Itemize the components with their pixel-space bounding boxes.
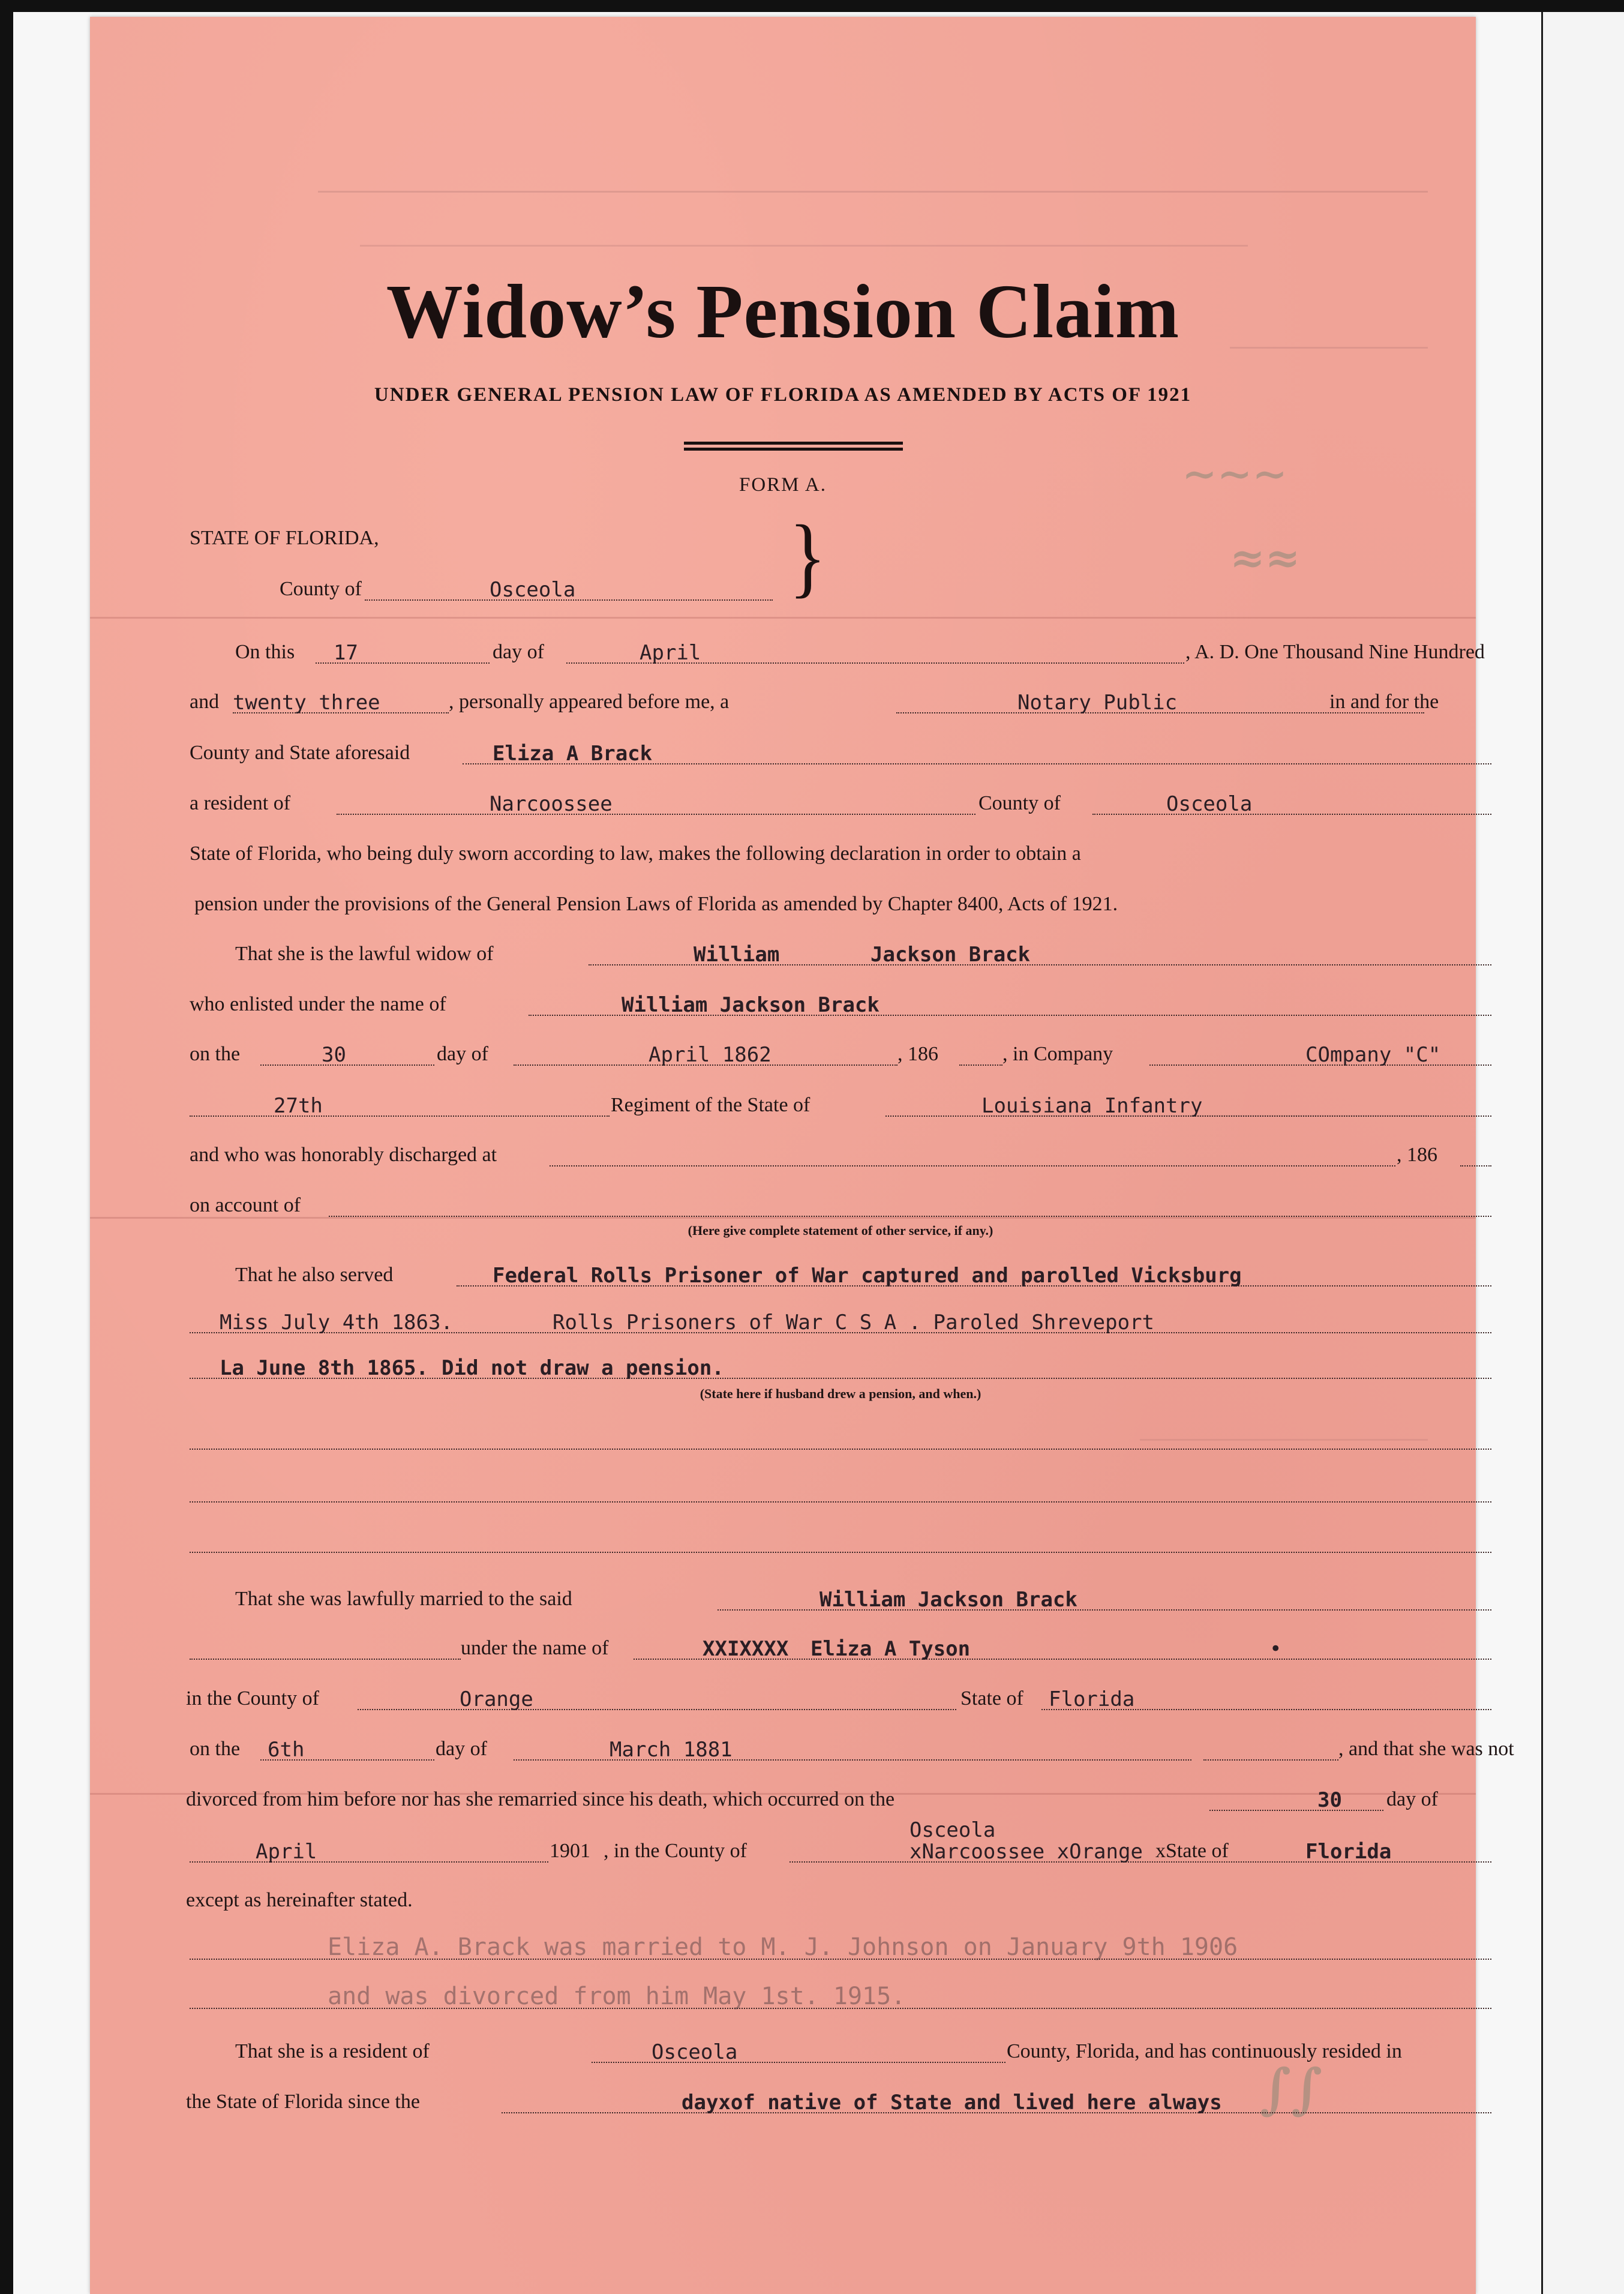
death-state-value: Florida <box>1305 1840 1392 1864</box>
venue-state-line <box>190 521 1491 553</box>
not-divorced-label: , and that she was not <box>1338 1738 1514 1760</box>
also-served-value-2a: Miss July 4th 1863. <box>220 1311 453 1335</box>
divorced-line <box>186 1782 1491 1815</box>
ink-bleed-signature: ∼∼∼ <box>1182 449 1287 499</box>
state-label: STATE OF FLORIDA, <box>190 527 379 549</box>
maiden-prefix-field[interactable] <box>190 1635 461 1660</box>
marriage-on-the-label: on the <box>190 1738 241 1760</box>
remarks-line-2 <box>190 1980 1491 2013</box>
on-account-label: on account of <box>190 1194 301 1216</box>
since-line <box>186 2085 1491 2117</box>
venue-county-line <box>190 572 1491 604</box>
death-county-struck: xNarcoossee xOrange <box>909 1840 1143 1864</box>
officer-value: Notary Public <box>1017 691 1178 715</box>
resident-line <box>190 2034 1491 2067</box>
widow-of-label: That she is the lawful widow of <box>235 943 494 965</box>
bleed-through-mark <box>318 173 1428 193</box>
discharge-year-field[interactable] <box>1460 1141 1491 1167</box>
under-name-label: under the name of <box>461 1637 609 1659</box>
discharge-place-field[interactable] <box>550 1141 1395 1167</box>
enlist-year-field[interactable] <box>959 1040 1002 1066</box>
struck-text: XXIXXXX <box>703 1637 789 1661</box>
year-officer-line <box>190 685 1491 717</box>
marriage-date-value: March 1881 <box>610 1738 733 1762</box>
blank-field-1[interactable] <box>190 1425 1491 1450</box>
married-husband-value: William Jackson Brack <box>819 1588 1077 1612</box>
remarks-line-1 <box>190 1931 1491 1963</box>
blank-line-3 <box>190 1524 1491 1557</box>
death-month-value: April <box>256 1840 317 1864</box>
maiden-name-line <box>190 1631 1491 1663</box>
married-label: That she was lawfully married to the said <box>235 1588 572 1610</box>
discharged-label: and who was honorably discharged at <box>190 1144 497 1166</box>
form-label: FORM A. <box>739 474 827 496</box>
in-county-of-label: , in the County of <box>604 1840 747 1862</box>
since-value: dayxof native of State and lived here always <box>682 2091 1222 2115</box>
death-day-of-label: day of <box>1386 1788 1438 1810</box>
in-company-label: , in Company <box>1002 1043 1113 1065</box>
death-state-of-label: xState of <box>1155 1840 1229 1862</box>
maiden-name-value: Eliza A Tyson <box>811 1637 971 1661</box>
on-account-field[interactable] <box>329 1192 1491 1217</box>
typed-dot: • <box>1269 1637 1282 1661</box>
regiment-label: Regiment of the State of <box>611 1094 811 1116</box>
blank-field-3[interactable] <box>190 1528 1491 1553</box>
venue-brace: } <box>789 507 827 607</box>
blank-line-2 <box>190 1474 1491 1506</box>
also-served-value-3a: La June 8th 1865. <box>220 1356 428 1380</box>
scan-left-edge <box>0 12 13 2294</box>
resident-county-field[interactable] <box>1092 790 1491 815</box>
ink-bleed-signature: ≈≈ <box>1230 533 1301 583</box>
year-suffix-label: , 186 <box>897 1043 938 1065</box>
also-served-line-2 <box>190 1305 1491 1337</box>
town-field[interactable] <box>337 790 975 815</box>
company-value: COmpany "C" <box>1305 1043 1441 1067</box>
month-value: April <box>640 641 701 665</box>
scan-right-edge <box>1541 12 1624 2294</box>
other-service-note: (Here give complete statement of other service, if any.) <box>688 1223 993 1238</box>
in-county-label: in the County of <box>186 1687 319 1710</box>
claimant-line <box>190 736 1491 768</box>
also-served-label: That he also served <box>235 1264 394 1286</box>
enlist-day-value: 30 <box>322 1043 346 1067</box>
marriage-place-line <box>186 1681 1491 1714</box>
death-line <box>190 1818 1491 1866</box>
marriage-day-value: 6th <box>268 1738 305 1762</box>
on-account-line <box>190 1188 1491 1221</box>
blank-line-1 <box>190 1421 1491 1453</box>
bleed-through-mark <box>360 227 1248 247</box>
marriage-county-field[interactable] <box>358 1685 956 1710</box>
marriage-day-of-label: day of <box>436 1738 487 1760</box>
marriage-extra-field[interactable] <box>1203 1735 1338 1761</box>
declaration-line-1 <box>190 836 1491 869</box>
county-state-label: County and State aforesaid <box>190 742 410 764</box>
death-day-value: 30 <box>1317 1788 1342 1812</box>
regiment-field[interactable] <box>190 1091 610 1117</box>
except-line <box>186 1883 1491 1915</box>
on-this-label: On this <box>235 641 295 663</box>
husband-first-value: William <box>694 943 780 967</box>
document-subtitle: UNDER GENERAL PENSION LAW OF FLORIDA AS AMENDED BY ACTS OF 1921 <box>374 384 1192 406</box>
remarks-value-1: Eliza A. Brack was married to M. J. Johnson on January 9th 1906 <box>328 1933 1238 1961</box>
county-florida-text: County, Florida, and has continuously resided in <box>1007 2040 1402 2062</box>
title-rule <box>684 448 903 451</box>
day-value: 17 <box>334 641 358 665</box>
declaration-text-2: pension under the provisions of the General Pension Laws of Florida as amended by Chapter 8400, Acts of 1921. <box>194 893 1118 915</box>
also-served-line-1 <box>190 1258 1491 1290</box>
since-label: the State of Florida since the <box>186 2091 420 2113</box>
year-value: twenty three <box>233 691 380 715</box>
county-of-label: County of <box>978 792 1061 814</box>
residence-line <box>190 786 1491 818</box>
widow-of-line <box>190 937 1491 969</box>
also-served-line-3 <box>190 1350 1491 1383</box>
appeared-text: , personally appeared before me, a <box>449 691 730 713</box>
enlisted-line <box>190 987 1491 1019</box>
state-of-label: State of <box>960 1687 1023 1710</box>
regiment-state-value: Louisiana Infantry <box>981 1094 1203 1118</box>
regiment-value: 27th <box>274 1094 323 1118</box>
enlist-date-value: April 1862 <box>649 1043 772 1067</box>
enlisted-name-value: William Jackson Brack <box>622 993 879 1017</box>
enlist-date-line <box>190 1037 1491 1069</box>
regiment-line <box>190 1088 1491 1120</box>
also-served-value-1: Federal Rolls Prisoner of War captured and parolled Vicksburg <box>493 1264 1242 1288</box>
county-label: County of <box>280 578 362 600</box>
date-line <box>190 635 1491 667</box>
title-rule <box>684 442 903 445</box>
married-line <box>190 1582 1491 1614</box>
ink-bleed-signature: ∫∫ <box>1260 2057 1323 2121</box>
in-and-for-text: in and for the <box>1329 691 1439 713</box>
marriage-county-value: Orange <box>460 1687 533 1711</box>
day-of-label: day of <box>493 641 544 663</box>
death-county-above: Osceola <box>909 1818 996 1842</box>
county-value: Osceola <box>490 578 576 602</box>
on-the-label: on the <box>190 1043 241 1065</box>
declaration-text-1: State of Florida, who being duly sworn according to law, makes the following declaration in order to obtain a <box>190 842 1081 865</box>
town-value: Narcoossee <box>490 792 613 816</box>
husband-rest-value: Jackson Brack <box>870 943 1031 967</box>
also-served-value-2b: Rolls Prisoners of War C S A . Paroled Shreveport <box>553 1311 1155 1335</box>
claimant-value: Eliza A Brack <box>493 742 653 766</box>
death-year-value: 1901 <box>550 1840 590 1862</box>
death-day-field[interactable] <box>1209 1786 1383 1811</box>
except-text: except as hereinafter stated. <box>186 1889 413 1911</box>
marriage-state-value: Florida <box>1049 1687 1135 1711</box>
declaration-line-2 <box>190 887 1491 919</box>
resident-county-value: Osceola <box>1166 792 1253 816</box>
divorced-text: divorced from him before nor has she remarried since his death, which occurred on the <box>186 1788 895 1810</box>
resident-of-label: a resident of <box>190 792 291 814</box>
fold-line <box>90 617 1476 619</box>
marriage-date-line <box>190 1732 1514 1764</box>
enlisted-label: who enlisted under the name of <box>190 993 446 1015</box>
resident-county-value: Osceola <box>652 2040 738 2064</box>
discharge-year-label: , 186 <box>1397 1144 1437 1166</box>
and-label: and <box>190 691 220 713</box>
remarks-value-2: and was divorced from him May 1st. 1915. <box>328 1983 906 2010</box>
ad-text: , A. D. One Thousand Nine Hundred <box>1185 641 1485 663</box>
day-of-label: day of <box>437 1043 488 1065</box>
enlist-day-field[interactable] <box>260 1040 434 1066</box>
also-served-value-3b: Did not draw a pension. <box>442 1356 724 1380</box>
death-month-field[interactable] <box>190 1837 548 1863</box>
pension-note: (State here if husband drew a pension, and when.) <box>700 1386 981 1401</box>
scan-top-edge <box>0 0 1624 13</box>
resident-label: That she is a resident of <box>235 2040 430 2062</box>
pension-form-page <box>90 17 1514 2294</box>
document-title: Widow’s Pension Claim <box>386 269 1180 354</box>
discharge-line <box>190 1138 1491 1170</box>
blank-field-2[interactable] <box>190 1477 1491 1503</box>
